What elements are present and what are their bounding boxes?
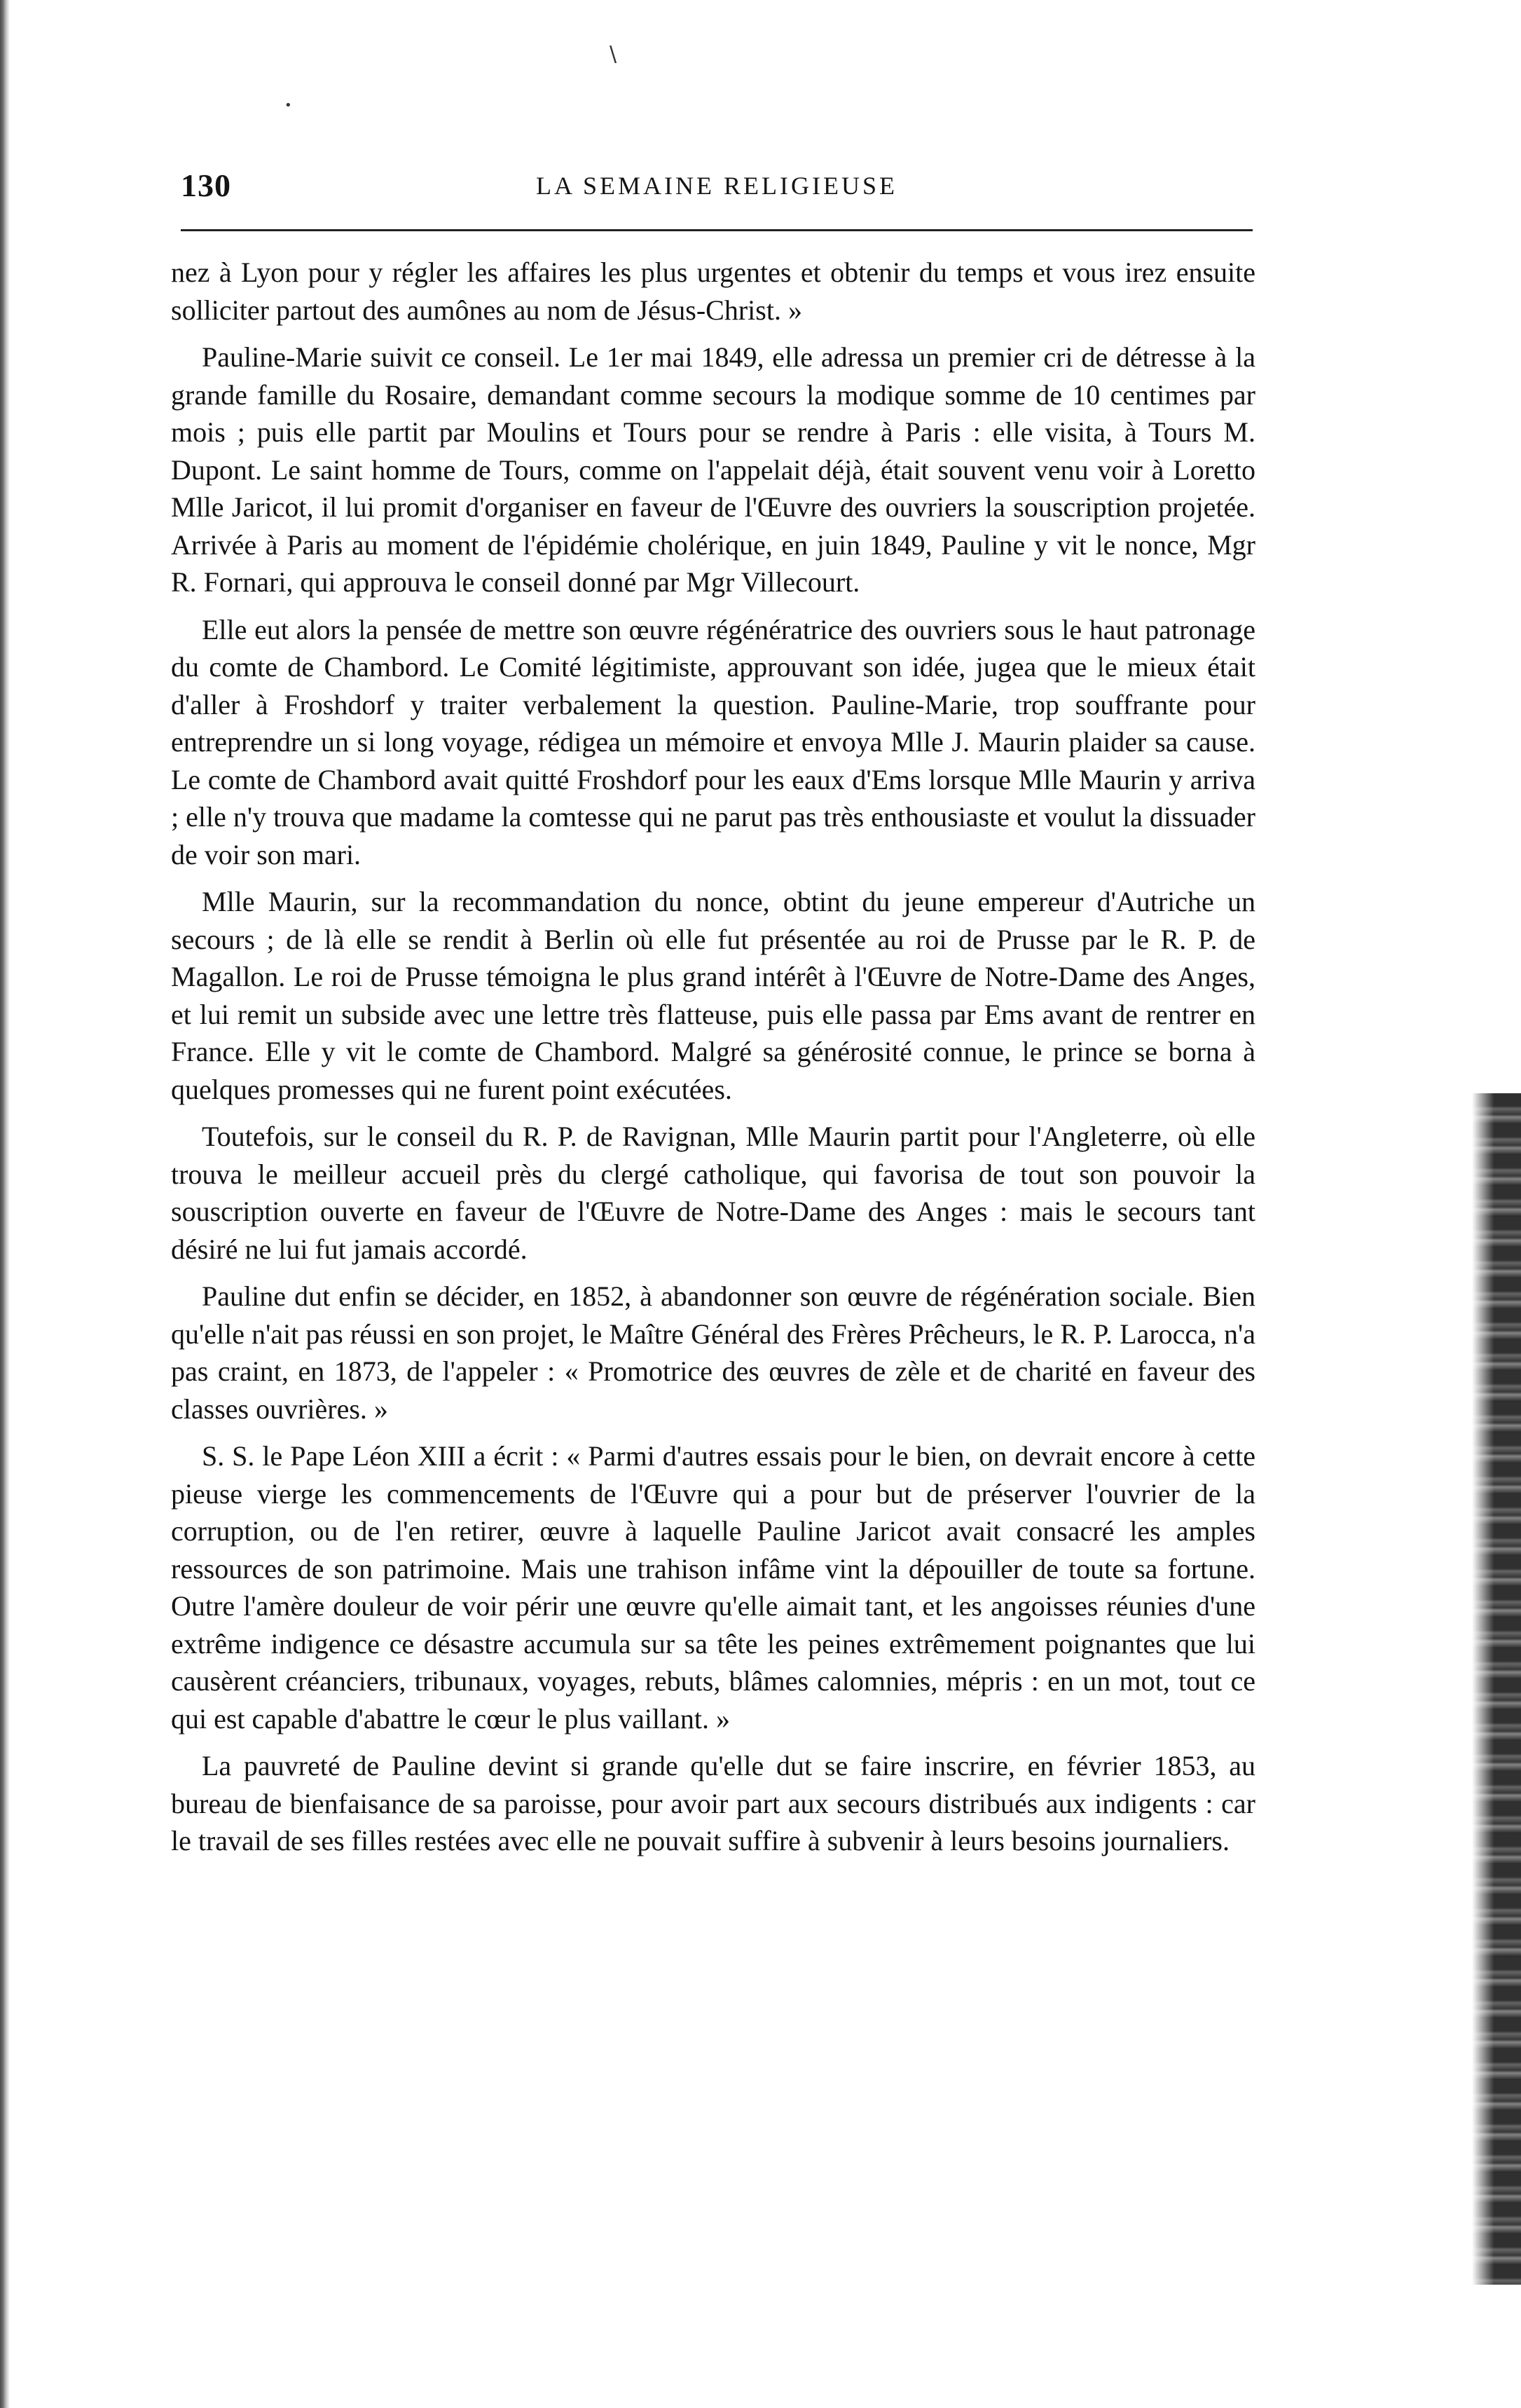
paragraph: La pauvreté de Pauline devint si grande qu'elle dut se faire inscrire, en février 1853, au bureau de bienfaisance de sa paroisse, pour avoir part aux secours distribués aux indigents : car le travail de ses filles restées avec elle ne pouvait suffire à subvenir à leurs besoins journaliers. [171, 1750, 1255, 1856]
page-header [181, 167, 1253, 210]
paragraph: Pauline dut enfin se décider, en 1852, à abandonner son œuvre de régénération sociale. Bien qu'elle n'ait pas réussi en son projet, le Maître Général des Frères Prêcheurs, le R. P. Larocca, n'a pas craint, en 1873, de l'appeler : « Promotrice des œuvres de zèle et de charité en faveur des classes ouvrières. » [171, 1280, 1255, 1425]
scan-edge-right [1472, 1093, 1521, 2285]
body-text [171, 254, 1255, 1870]
paragraph: Toutefois, sur le conseil du R. P. de Ravignan, Mlle Maurin partit pour l'Angleterre, où elle trouva le meilleur accueil près du clergé catholique, qui favorisa de tout son pouvoir la souscription ouverte en faveur de l'Œuvre de Notre-Dame des Anges : mais le secours tant désiré ne lui fut jamais accordé. [171, 1121, 1255, 1265]
scan-speck: • [284, 98, 292, 113]
scan-speck: \ [610, 42, 617, 67]
scan-edge-left [0, 0, 10, 2408]
page-number: 130 [181, 167, 231, 203]
paragraph: Elle eut alors la pensée de mettre son œuvre régénératrice des ouvriers sous le haut patronage du comte de Chambord. Le Comité légitimiste, approuvant son idée, jugea que le mieux était d'aller à Froshdorf y traiter verbalement la question. Pauline-Marie, trop souffrante pour entreprendre un si long voyage, rédigea un mémoire et envoya Mlle J. Maurin plaider sa cause. Le comte de Chambord avait quitté Froshdorf pour les eaux d'Ems lorsque Mlle Maurin y arriva ; elle n'y trouva que madame la comtesse qui ne parut pas très enthousiaste et voulut la dissuader de voir son mari. [171, 613, 1255, 870]
paragraph: S. S. le Pape Léon XIII a écrit : « Parmi d'autres essais pour le bien, on devrait encore à cette pieuse vierge les commencements de l'Œuvre qui a pour but de préserver l'ouvrier de la corruption, ou de l'en retirer, œuvre à laquelle Pauline Jaricot avait consacré les amples ressources de son patrimoine. Mais une trahison infâme vint la dépouiller de toute sa fortune. Outre l'amère douleur de voir périr une œuvre qu'elle aimait tant, et les angoisses réunies d'une extrême indigence ce désastre accumula sur sa tête les peines extrêmement poignantes que lui causèrent créanciers, tribunaux, voyages, rebuts, blâmes calomnies, mépris : en un mot, tout ce qui est capable d'abattre le cœur le plus vaillant. » [171, 1440, 1255, 1735]
paragraph: nez à Lyon pour y régler les affaires les plus urgentes et obtenir du temps et vous irez ensuite solliciter partout des aumônes au nom de Jésus-Christ. » [171, 256, 1255, 326]
header-rule [181, 229, 1253, 231]
running-title: LA SEMAINE RELIGIEUSE [536, 172, 897, 200]
paragraph: Pauline-Marie suivit ce conseil. Le 1er mai 1849, elle adressa un premier cri de détresse à la grande famille du Rosaire, demandant comme secours la modique somme de 10 centimes par mois ; puis elle partit par Moulins et Tours pour se rendre à Paris : elle visita, à Tours M. Dupont. Le saint homme de Tours, comme on l'appelait déjà, était souvent venu voir à Loretto Mlle Jaricot, il lui promit d'organiser en faveur de l'Œuvre des ouvriers la souscription projetée. Arrivée à Paris au moment de l'épidémie cholérique, en juin 1849, Pauline y vit le nonce, Mgr R. Fornari, qui approuva le conseil donné par Mgr Villecourt. [171, 341, 1255, 598]
paragraph: Mlle Maurin, sur la recommandation du nonce, obtint du jeune empereur d'Autriche un secours ; de là elle se rendit à Berlin où elle fut présentée au roi de Prusse par le R. P. de Magallon. Le roi de Prusse témoigna le plus grand intérêt à l'Œuvre de Notre-Dame des Anges, et lui remit un subside avec une lettre très flatteuse, puis elle passa par Ems avant de rentrer en France. Elle y vit le comte de Chambord. Malgré sa générosité connue, le prince se borna à quelques promesses qui ne furent point exécutées. [171, 886, 1255, 1105]
